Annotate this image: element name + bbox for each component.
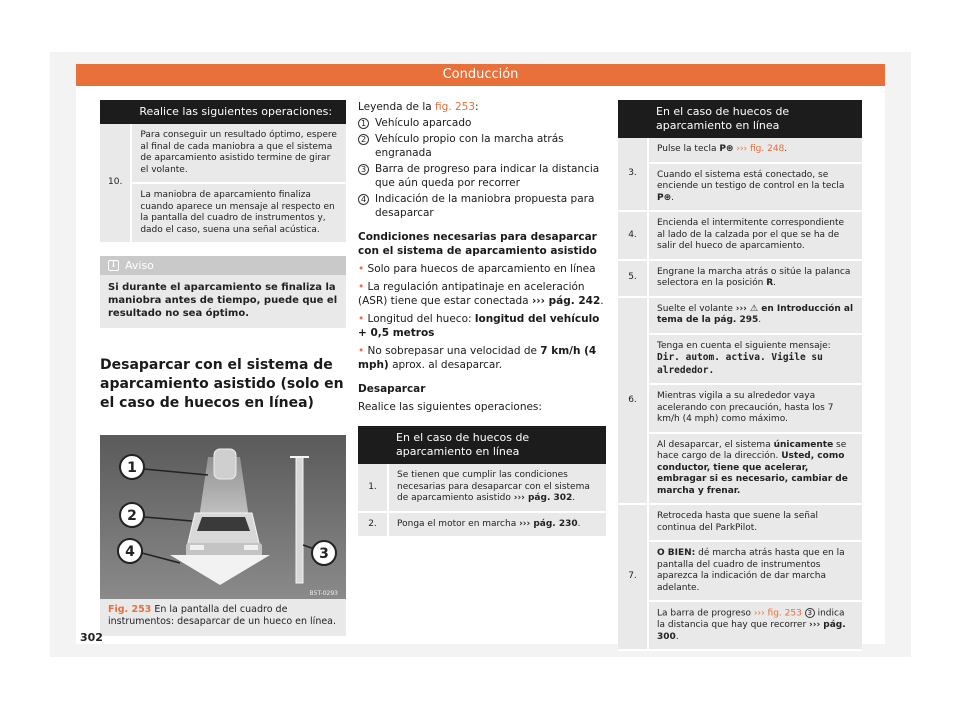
step-text: Mientras vigila a su alrededor vaya acelerando con precaución, hasta los 7 km/h (4 mph) como máximo.	[648, 384, 862, 433]
column-1	[100, 100, 346, 636]
legend-figure-link[interactable]: fig. 253	[435, 101, 476, 113]
condition-bullet: • Solo para huecos de aparcamiento en línea	[358, 263, 596, 275]
step-text: Al desaparcar, el sistema únicamente se hace cargo de la dirección. Usted, como conductor, tiene que acelerar, embragar si es necesario, cambiar de marcha y frenar.	[648, 433, 862, 505]
steps-table-continued	[100, 100, 346, 244]
page-header: Conducción	[76, 64, 885, 86]
svg-text:4: 4	[125, 544, 135, 560]
step-number: 1.	[358, 464, 388, 512]
page-link[interactable]: ››› pág. 300	[657, 620, 846, 642]
step-number: 3.	[618, 138, 648, 211]
step-text: Pulse la tecla P⊛ ››› fig. 248.	[648, 138, 862, 163]
legend-item: 1 Vehículo aparcado	[358, 116, 606, 130]
figure-ref: Fig. 253	[108, 604, 152, 615]
callout-1	[120, 455, 144, 479]
svg-text:3: 3	[319, 546, 329, 562]
callout-4	[118, 539, 142, 563]
step-text: Suelte el volante ››› ⚠ en Introducción al tema de la pág. 295.	[648, 297, 862, 334]
table-header-num	[100, 100, 131, 124]
step-text: La barra de progreso ››› fig. 253 3 indica la distancia que hay que recorrer ››› pág. 300.	[648, 601, 862, 650]
step-text: Para conseguir un resultado óptimo, espere al final de cada maniobra a que el sistema de aparcamiento asistido termine de girar el volante.	[131, 124, 346, 183]
step-text: Cuando el sistema está conectado, se enciende un testigo de control en la tecla P⊛.	[648, 163, 862, 212]
figure-link[interactable]: ››› fig. 248	[736, 144, 785, 154]
page-link[interactable]: ››› pág. 230	[519, 518, 578, 529]
table-header-num	[618, 100, 648, 138]
caption-text: En la pantalla del cuadro de instrumentos: desaparcar de un hueco en línea.	[108, 604, 337, 627]
step-number: 2.	[358, 512, 388, 538]
column-2	[358, 100, 606, 538]
column-3	[618, 100, 862, 651]
figure-caption	[100, 599, 346, 636]
figure-link[interactable]: ››› fig. 253	[753, 608, 802, 619]
condition-bullet: • No sobrepasar una velocidad de 7 km/h (4 mph) aprox. al desaparcar.	[358, 345, 597, 371]
desaparcar-title: Desaparcar	[358, 383, 426, 395]
step-text: Encienda el intermitente correspondiente al lado de la calzada por el que se ha de salir del hueco de aparcamiento.	[648, 211, 862, 260]
figure-code: B5T-0293	[309, 590, 338, 597]
notice-header	[100, 256, 346, 275]
legend-item: 2 Vehículo propio con la marcha atrás engranada	[358, 132, 606, 160]
callout-2	[120, 503, 144, 527]
table-header: En el caso de huecos de aparcamiento en línea	[388, 426, 606, 464]
svg-text:1: 1	[127, 460, 137, 476]
section-title: Desaparcar con el sistema de aparcamiento asistido (solo en el caso de huecos en línea)	[100, 357, 344, 411]
notice-title: Aviso	[125, 259, 154, 272]
progress-bar-icon	[296, 457, 303, 583]
step-text: Engrane la marcha atrás o sitúe la palanca selectora en la posición R.	[648, 260, 862, 297]
callout-3-ref: 3	[805, 608, 815, 618]
own-vehicle-icon	[186, 513, 262, 557]
step-text: Tenga en cuenta el siguiente mensaje: Dir. autom. activa. Vigile su alrededor.	[648, 334, 862, 385]
step-text: O BIEN: dé marcha atrás hasta que en la pantalla del cuadro de instrumentos aparezca la indicación de dar marcha adelante.	[648, 541, 862, 601]
notice-text: Si durante el aparcamiento se finaliza la maniobra antes de tiempo, puede que el resultado no sea óptimo.	[108, 282, 338, 319]
step-number: 10.	[100, 124, 131, 243]
condition-bullet: • La regulación antipatinaje en aceleración (ASR) tiene que estar conectada ››› pág. 242.	[358, 281, 604, 307]
step-number: 7.	[618, 504, 648, 650]
instrument-display-illustration	[100, 435, 346, 599]
notice-box	[100, 256, 346, 328]
step-number: 5.	[618, 260, 648, 297]
page-link[interactable]: ››› pág. 242	[531, 295, 601, 307]
page-link[interactable]: ››› ⚠ en Introducción al tema de la pág. 295	[657, 303, 854, 325]
step-number: 6.	[618, 297, 648, 505]
steps-table-continued	[618, 100, 862, 651]
display-graphic	[100, 435, 346, 599]
condition-bullet: • Longitud del hueco: longitud del vehículo + 0,5 metros	[358, 313, 600, 339]
figure-253	[100, 435, 346, 636]
steps-table	[358, 426, 606, 538]
manual-page	[76, 64, 885, 644]
table-header: En el caso de huecos de aparcamiento en línea	[648, 100, 862, 138]
legend-item: 3 Barra de progreso para indicar la distancia que aún queda por recorrer	[358, 162, 606, 190]
info-icon: i	[108, 260, 119, 271]
page-link[interactable]: ››› pág. 302	[513, 493, 573, 503]
step-text: Retroceda hasta que suene la señal continua del ParkPilot.	[648, 504, 862, 541]
callout-3	[312, 541, 336, 565]
legend-title: Leyenda de la fig. 253:	[358, 101, 479, 113]
table-header-num	[358, 426, 388, 464]
park-key-icon: P⊛	[657, 192, 672, 203]
step-text: La maniobra de aparcamiento finaliza cuando aparece un mensaje al respecto en la pantalla del cuadro de instrumentos y, dado el caso, suena una señal acústica.	[131, 183, 346, 243]
conditions-title: Condiciones necesarias para desaparcar con el sistema de aparcamiento asistido	[358, 231, 597, 257]
step-text: Se tienen que cumplir las condiciones necesarias para desaparcar con el sistema de aparcamiento asistido ››› pág. 302.	[388, 464, 606, 512]
step-text: Ponga el motor en marcha ››› pág. 230.	[388, 512, 606, 538]
park-key-icon: P⊛	[719, 144, 734, 154]
table-header: Realice las siguientes operaciones:	[131, 100, 346, 124]
desaparcar-intro: Realice las siguientes operaciones:	[358, 401, 542, 413]
svg-text:2: 2	[127, 508, 137, 524]
page-number: 302	[80, 631, 103, 644]
legend-item: 4 Indicación de la maniobra propuesta para desaparcar	[358, 192, 606, 220]
step-number: 4.	[618, 211, 648, 260]
